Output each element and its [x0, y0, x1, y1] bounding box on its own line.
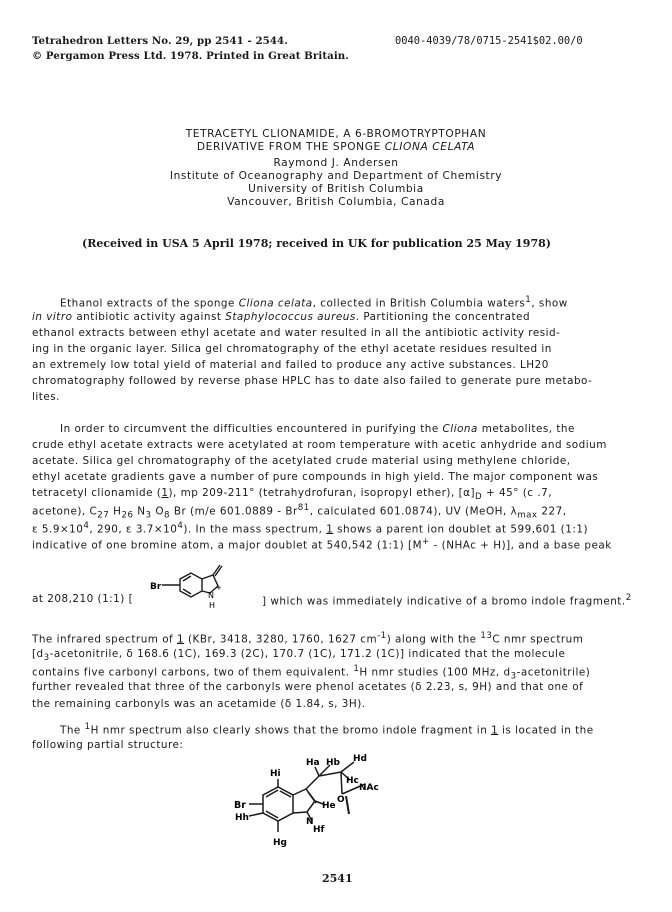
p2-line-2: crude ethyl acetate extracts were acetylated at room temperature with acetic anhydride and sodium	[32, 439, 607, 451]
affiliation-2: University of British Columbia	[248, 183, 424, 195]
label-hg: Hg	[273, 838, 287, 848]
label-hf: Hf	[313, 825, 325, 835]
p3-line-3: contains five carbonyl carbons, two of them equivalent. $^1$H nmr studies (100 MHz, $d_3-acetonitrile$)	[32, 664, 591, 682]
fragment-bromine: Br	[150, 582, 162, 592]
affiliation-3: Vancouver, British Columbia, Canada	[227, 196, 445, 208]
label-hc: Hc	[346, 776, 359, 786]
fragment-plus: +	[216, 584, 222, 592]
p4-line-1: The $^1$H nmr spectrum also clearly shows that the bromo indole fragment in 1 is located in the	[60, 722, 594, 737]
p1-line-2: in vitro antibiotic activity against Staphylococcus aureus. Partitioning the concentrated	[32, 311, 531, 323]
p4-line-2: following partial structure:	[32, 739, 184, 751]
structure-nitrogen: N	[306, 817, 314, 827]
p2-line-7: ε $5.9\times 10^4$, 290, ε $3.7\times 10^4$). In the mass spectrum, 1 shows a parent ion doublet at 599,601 (1:1)	[32, 521, 589, 536]
label-hb: Hb	[326, 758, 340, 768]
partial-structure-drawing	[220, 752, 400, 864]
article-code: 0040-4039/78/0715-2541$02.00/0	[395, 35, 583, 47]
structure-nhac: NAc	[359, 783, 379, 793]
page-number: 2541	[322, 872, 353, 885]
affiliation-1: Institute of Oceanography and Department of Chemistry	[169, 170, 503, 182]
author-name: Raymond J. Andersen	[273, 157, 399, 169]
label-hi: Hi	[270, 769, 281, 779]
structure-carbonyl-o: O	[337, 795, 345, 805]
p2-line-8: indicative of one bromine atom, a major doublet at 540,542 (1:1) [M+ - (NHAc + H)], and a base peak	[32, 537, 612, 552]
p1-line-3: ethanol extracts between ethyl acetate and water resulted in all the antibiotic activity resid-	[32, 327, 561, 339]
p1-line-7: lites.	[32, 391, 60, 403]
p1-line-5: an extremely low total yield of material and failed to produce any active substances. LH20	[32, 359, 549, 371]
copyright-line: © Pergamon Press Ltd. 1978. Printed in Great Britain.	[32, 50, 349, 62]
p2-line-9-left: at 208,210 (1:1) [	[32, 593, 134, 605]
structure-pyrrole-ring	[293, 789, 315, 813]
p1-line-6: chromatography followed by reverse phase HPLC has to date also failed to generate pure metabo-	[32, 375, 593, 387]
p3-line-1: The infrared spectrum of 1 (KBr, 3418, 3280, 1760, 1627 $cm^{-1}$) along with the $^{13}$C nmr spectrum	[32, 631, 584, 646]
p2-line-1: In order to circumvent the difficulties encountered in purifying the Cliona metabolites, the	[60, 423, 575, 435]
article-title-line-1: TETRACETYL CLIONAMIDE, A 6-BROMOTRYPTOPHAN	[185, 128, 487, 140]
p2-line-4: ethyl acetate gradients gave a number of pure compounds in high yield. The major component was	[32, 471, 599, 483]
p3-line-4: further revealed that three of the carbonyls were phenol acetates (δ 2.23, s, 9H) and that one of	[32, 681, 584, 693]
structure-benzene-ring	[263, 787, 293, 821]
bromoindole-fragment-structure	[150, 560, 260, 615]
title-prefix: DERIVATIVE FROM THE SPONGE	[196, 141, 385, 153]
title-species: CLIONA CELATA	[384, 141, 476, 153]
p2-line-5: tetracetyl clionamide (1), mp 209-211° (tetrahydrofuran, isopropyl ether), $[\alpha]_D + 45^\circ$ (c .7,	[32, 487, 553, 503]
structure-bromine: Br	[234, 800, 246, 811]
received-dates: (Received in USA 5 April 1978; received in UK for publication 25 May 1978)	[82, 237, 551, 250]
journal-citation: Tetrahedron Letters No. 29, pp 2541 - 2544.	[32, 35, 288, 47]
p2-line-6: acetone), $C_{27}$ $H_{26}$ $N_3$ $O_8$ Br (m/e 601.0889 - Br$^{81}$, calculated 601.0874), UV (MeOH, $\lambda_{max}$ 227,	[32, 503, 567, 521]
fragment-hydrogen: H	[209, 601, 216, 610]
article-title-line-2	[0, 141, 672, 153]
label-he: He	[322, 801, 336, 811]
label-hh: Hh	[235, 813, 249, 823]
label-ha: Ha	[306, 758, 320, 768]
p1-line-4: ing in the organic layer. Silica gel chromatography of the ethyl acetate residues resulted in	[32, 343, 552, 355]
label-hd: Hd	[353, 754, 367, 764]
p1-line-1: Ethanol extracts of the sponge Cliona celata, collected in British Columbia waters$^1$, show	[60, 295, 568, 310]
p2-line-9-right: ] which was immediately indicative of a bromo indole fragment.$^2$	[262, 593, 632, 608]
p3-line-5: the remaining carbonyls was an acetamide (δ 1.84, s, 3H).	[32, 698, 366, 710]
p3-line-2: [$d_3$-acetonitrile, δ 168.6 (1C), 169.3 (2C), 170.7 (1C), 171.2 (1C)] indicated that the molecule	[32, 648, 566, 664]
fragment-nitrogen: N	[208, 591, 214, 600]
p2-line-3: acetate. Silica gel chromatography of the acetylated crude material using methylene chloride,	[32, 455, 571, 467]
